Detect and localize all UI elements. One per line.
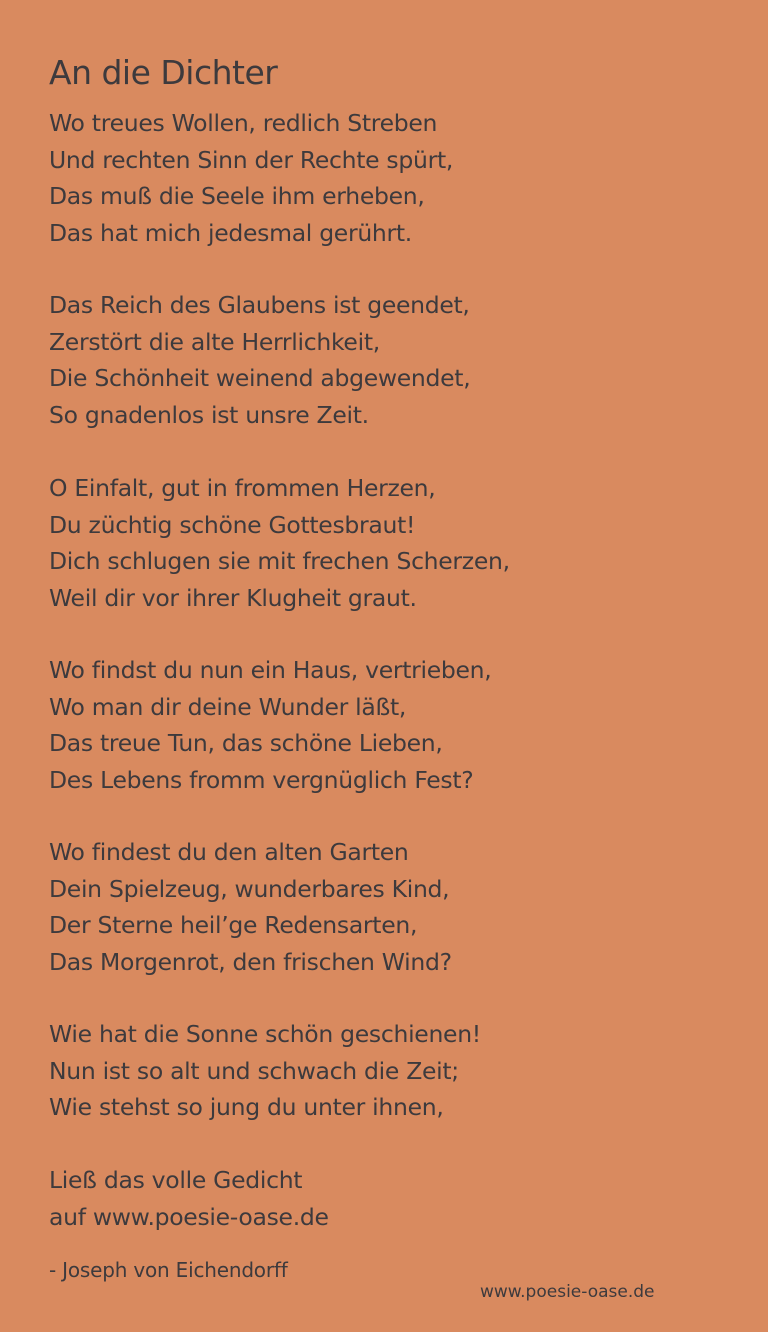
poem-line: Die Schönheit weinend abgewendet, — [49, 364, 471, 393]
poem-line: Nun ist so alt und schwach die Zeit; — [49, 1056, 459, 1085]
footer-url: www.poesie-oase.de — [480, 1282, 655, 1302]
poem-line: Dein Spielzeug, wunderbares Kind, — [49, 874, 450, 903]
poem-line: Dich schlugen sie mit frechen Scherzen, — [49, 547, 510, 576]
poem-line: Wo findst du nun ein Haus, vertrieben, — [49, 656, 492, 684]
poem-line: Wo man dir deine Wunder läßt, — [49, 692, 407, 721]
stanza-5 — [49, 834, 749, 980]
stanza-3 — [49, 470, 749, 616]
poem-line: Das Reich des Glaubens ist geendet, — [49, 291, 470, 319]
stanza-4 — [49, 652, 749, 798]
poem-author: - Joseph von Eichendorff — [49, 1258, 288, 1282]
poem-line: So gnadenlos ist unsre Zeit. — [49, 400, 369, 429]
poem-line: Das Morgenrot, den frischen Wind? — [49, 947, 452, 976]
poem-line: O Einfalt, gut in frommen Herzen, — [49, 474, 436, 502]
poem-line: Und rechten Sinn der Rechte spürt, — [49, 145, 454, 174]
poem-line: Du züchtig schöne Gottesbraut! — [49, 510, 416, 539]
poem-line: Das treue Tun, das schöne Lieben, — [49, 729, 443, 758]
stanza-2 — [49, 287, 749, 433]
poem-title: An die Dichter — [49, 53, 278, 92]
poem-line: Das muß die Seele ihm erheben, — [49, 182, 425, 211]
read-more-url: auf www.poesie-oase.de — [49, 1202, 329, 1231]
poem-line: Der Sterne heil’ge Redensarten, — [49, 911, 418, 940]
stanza-6 — [49, 1016, 749, 1126]
poem-line: Wo findest du den alten Garten — [49, 838, 409, 866]
poem-line: Weil dir vor ihrer Klugheit graut. — [49, 583, 417, 612]
poem-line: Wie stehst so jung du unter ihnen, — [49, 1093, 444, 1122]
poem-line: Das hat mich jedesmal gerührt. — [49, 218, 412, 247]
read-more-line: Ließ das volle Gedicht — [49, 1166, 303, 1194]
poem-line: Des Lebens fromm vergnüglich Fest? — [49, 765, 474, 794]
poem-line: Wo treues Wollen, redlich Streben — [49, 109, 438, 137]
poem-line: Zerstört die alte Herrlichkeit, — [49, 327, 380, 356]
read-more-note — [49, 1162, 749, 1235]
stanza-1 — [49, 105, 749, 251]
poem-line: Wie hat die Sonne schön geschienen! — [49, 1020, 481, 1048]
